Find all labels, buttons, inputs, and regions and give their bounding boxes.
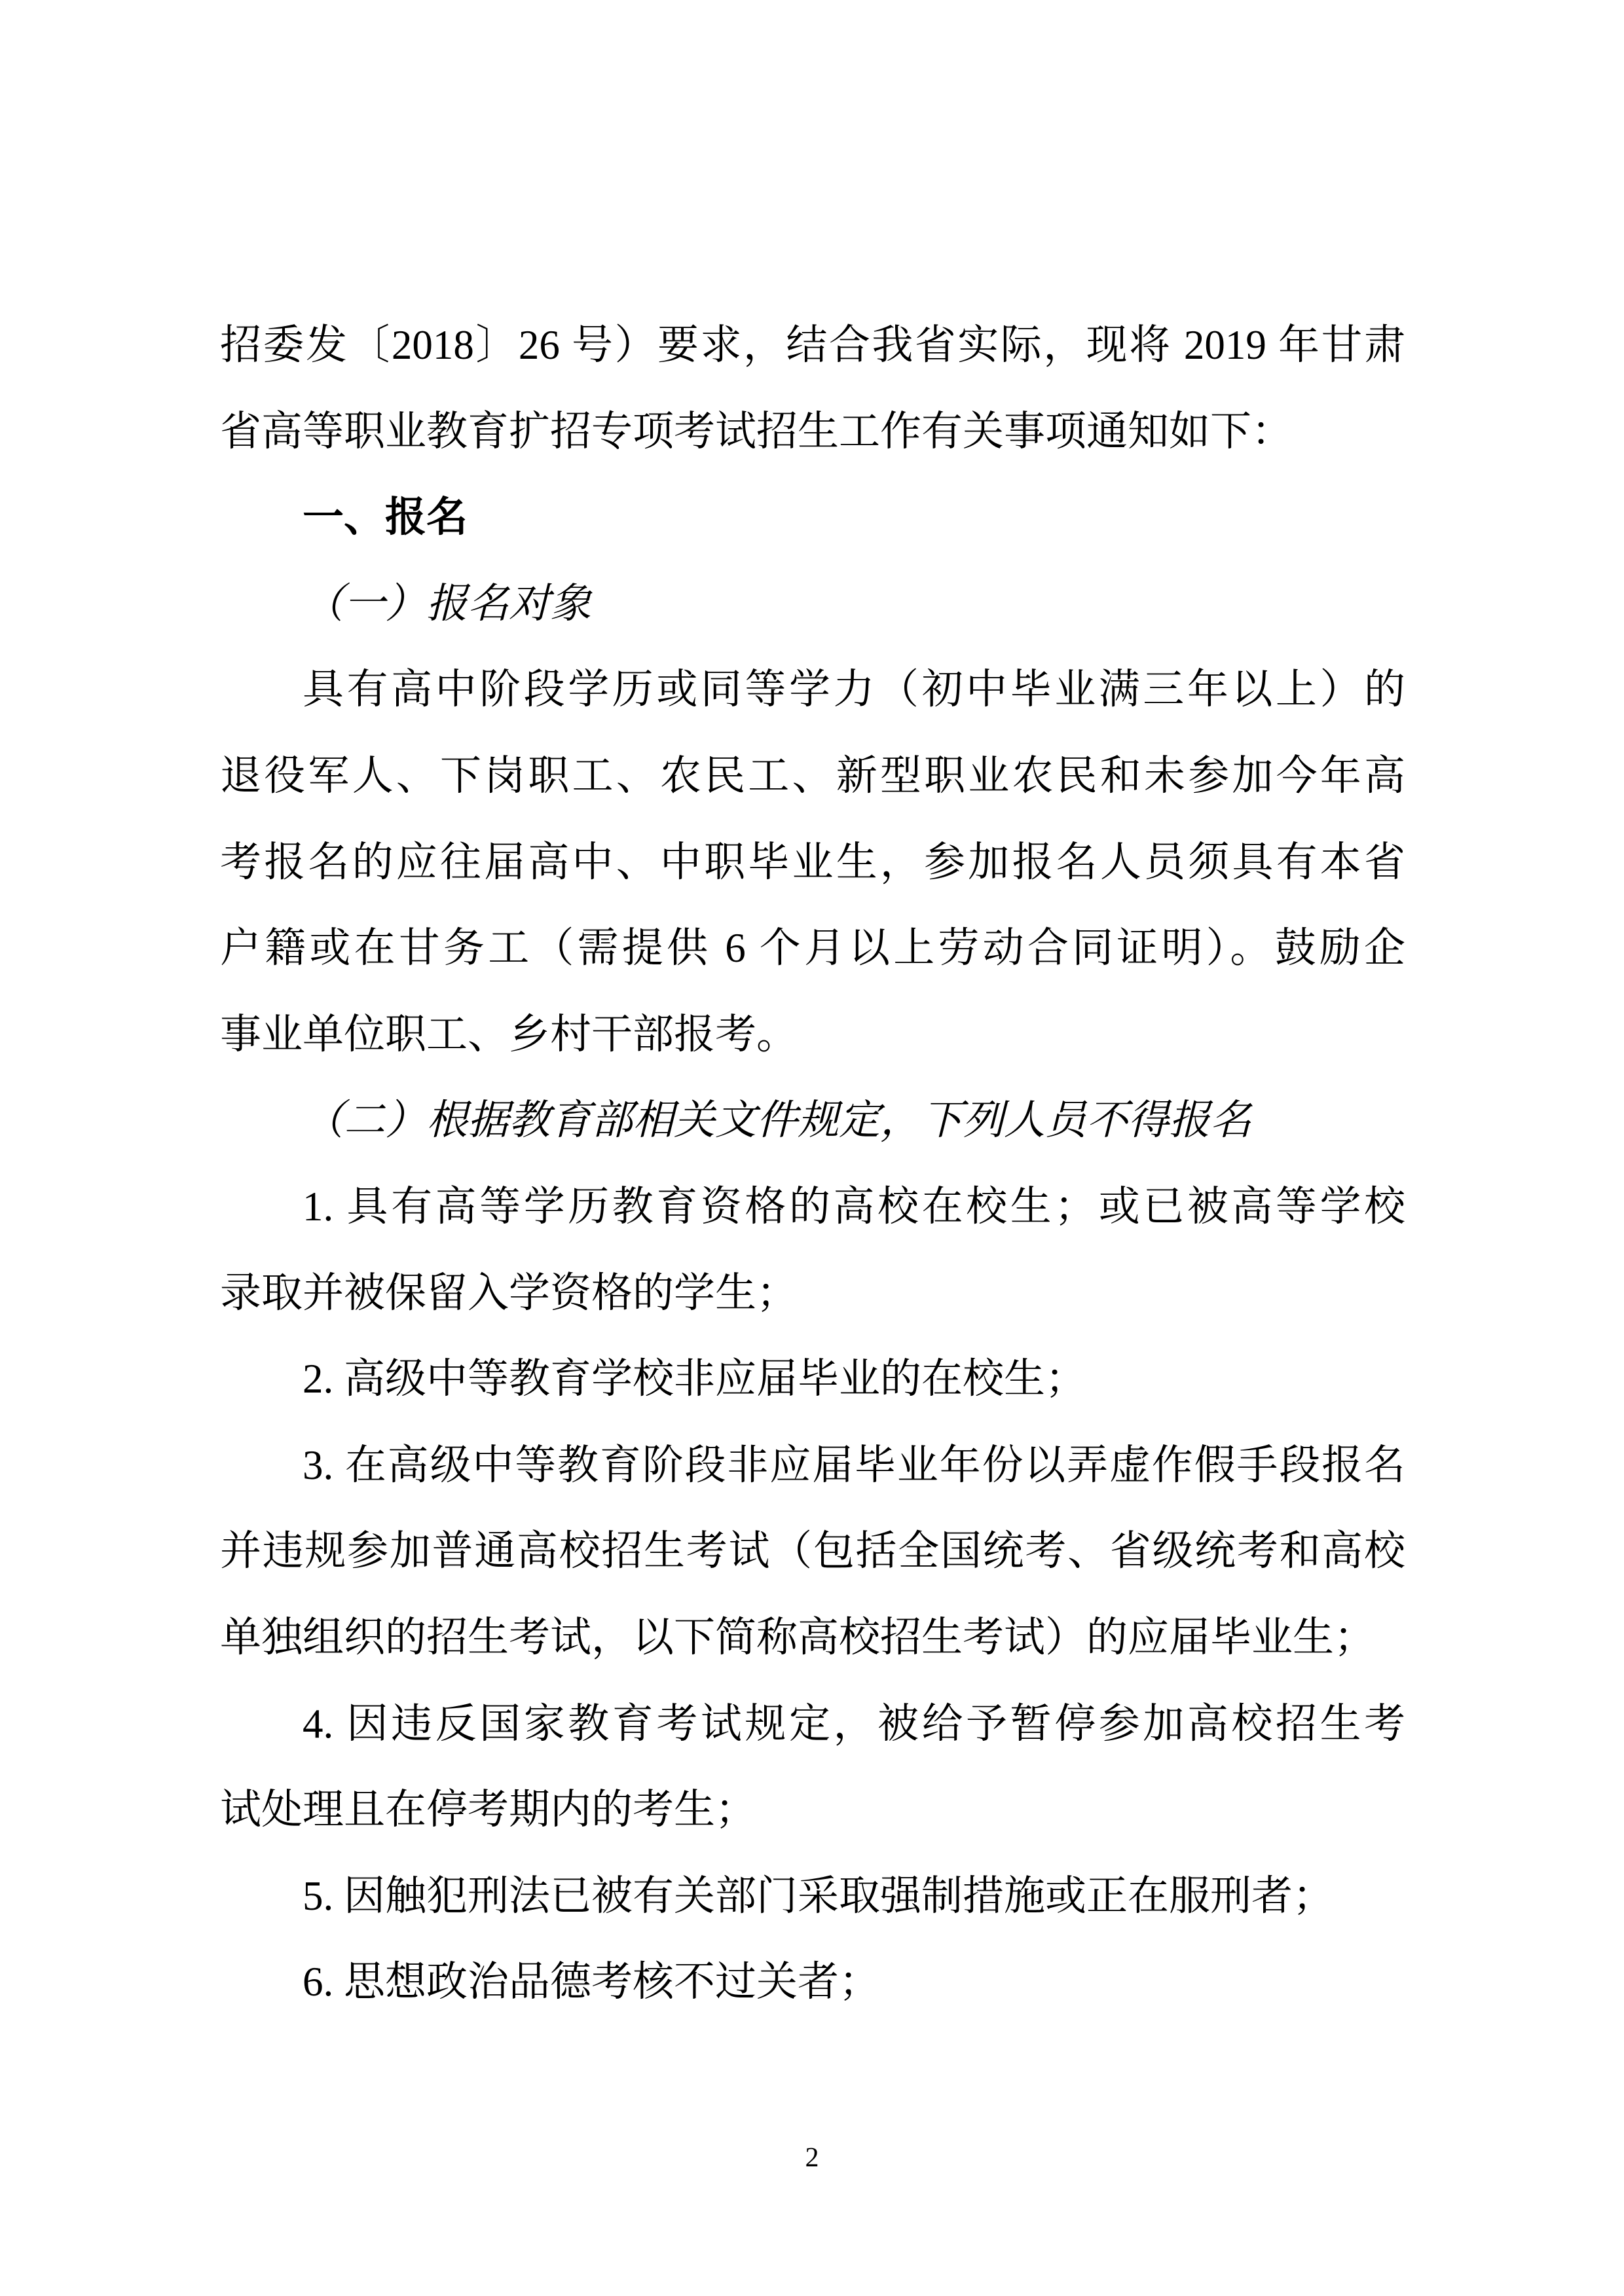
document-body xyxy=(220,302,1405,2026)
text-line: 6. 思想政治品德考核不过关者； xyxy=(303,1959,880,2005)
text-line: 事业单位职工、乡村干部报考。 xyxy=(220,1011,798,1057)
text-line: 招委发〔2018〕26 号）要求，结合我省实际，现将 2019 年甘肃 xyxy=(220,322,1405,368)
page-number: 2 xyxy=(805,2143,819,2173)
text-line: 录取并被保留入学资格的学生； xyxy=(220,1269,798,1316)
section-heading: 一、报名 xyxy=(303,494,468,541)
text-line: 4. 因违反国家教育考试规定，被给予暂停参加高校招生考 xyxy=(303,1700,1405,1747)
text-line: 考报名的应往届高中、中职毕业生，参加报名人员须具有本省 xyxy=(220,839,1405,885)
text-line: 1. 具有高等学历教育资格的高校在校生；或已被高等学校 xyxy=(303,1183,1405,1230)
text-line: 户籍或在甘务工（需提供 6 个月以上劳动合同证明）。鼓励企 xyxy=(220,925,1405,972)
text-line: 省高等职业教育扩招专项考试招生工作有关事项通知如下： xyxy=(220,408,1293,454)
text-line: 具有高中阶段学历或同等学力（初中毕业满三年以上）的 xyxy=(303,666,1405,713)
text-line: 单独组织的招生考试，以下简称高校招生考试）的应届毕业生； xyxy=(220,1614,1375,1660)
text-line: 并违规参加普通高校招生考试（包括全国统考、省级统考和高校 xyxy=(220,1528,1405,1575)
text-line: 退役军人、下岗职工、农民工、新型职业农民和未参加今年高 xyxy=(220,752,1405,799)
text-line: 2. 高级中等教育学校非应届毕业的在校生； xyxy=(303,1356,1086,1402)
text-line: 5. 因触犯刑法已被有关部门采取强制措施或正在服刑者； xyxy=(303,1872,1334,1919)
text-line: 试处理且在停考期内的考生； xyxy=(220,1787,756,1833)
text-line: 3. 在高级中等教育阶段非应届毕业年份以弄虚作假手段报名 xyxy=(303,1442,1405,1488)
section-heading: （二）根据教育部相关文件规定，下列人员不得报名 xyxy=(303,1097,1251,1144)
section-heading: （一）报名对象 xyxy=(303,580,591,627)
